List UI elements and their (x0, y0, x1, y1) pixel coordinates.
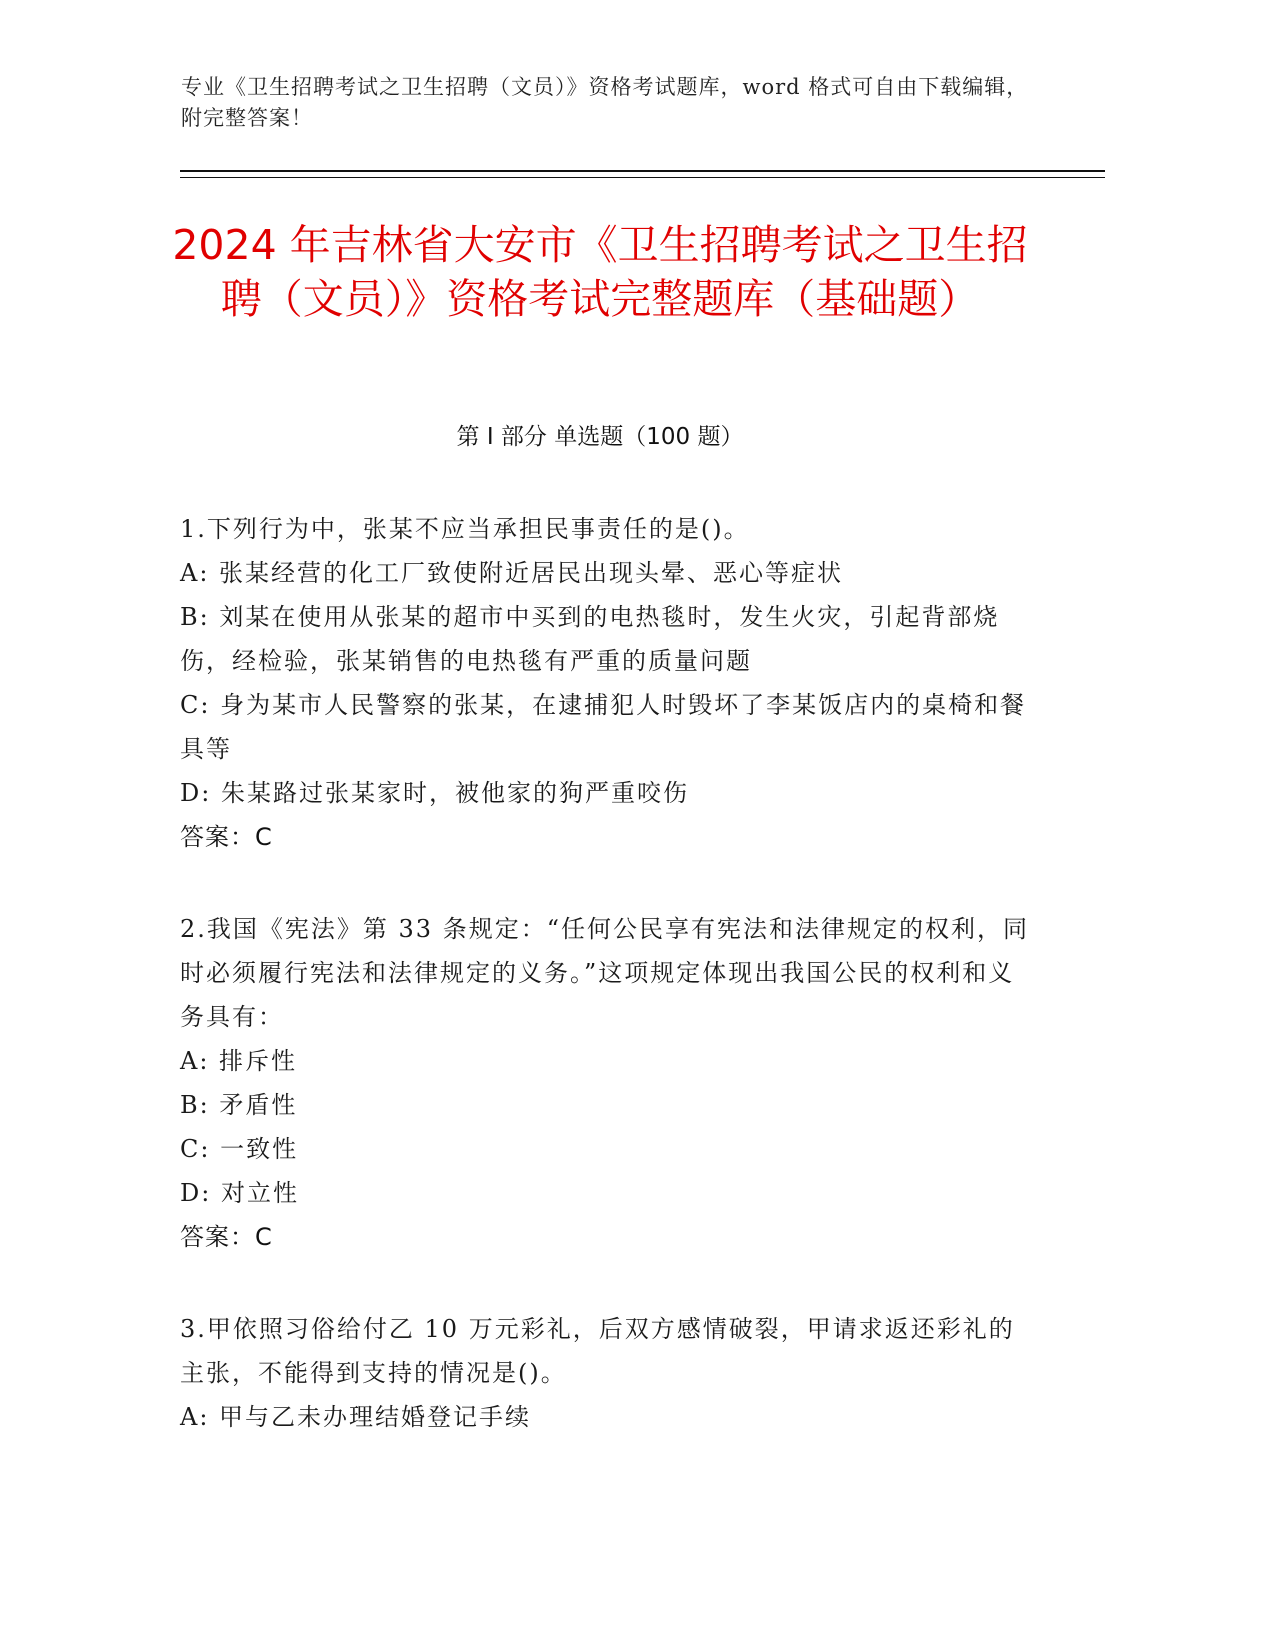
option-a: A: 甲与乙未办理结婚登记手续 (180, 1403, 532, 1431)
header-note: 专业《卫生招聘考试之卫生招聘（文员）》资格考试题库，word 格式可自由下载编辑，附完整答案！ (181, 75, 1029, 130)
answer: 答案：C (180, 823, 273, 851)
answer: 答案：C (180, 1223, 273, 1251)
question-list (180, 507, 1030, 1487)
header-rule-thin (180, 177, 1105, 178)
option-c: C: 一致性 (180, 1135, 299, 1163)
question-stem: 2.我国《宪法》第 33 条规定：“任何公民享有宪法和法律规定的权利，同时必须履行宪法和法律规定的义务。”这项规定体现出我国公民的权利和义务具有： (180, 915, 1029, 1031)
section-title: 第 I 部分 单选题（100 题） (456, 424, 744, 450)
question-stem: 3.甲依照习俗给付乙 10 万元彩礼，后双方感情破裂，甲请求返还彩礼的主张，不能得到支持的情况是()。 (180, 1315, 1015, 1387)
document-title: 2024 年吉林省大安市《卫生招聘考试之卫生招聘（文员）》资格考试完整题库（基础题） (172, 221, 1028, 323)
header-rule-thick (180, 170, 1105, 172)
option-a: A: 排斥性 (180, 1047, 298, 1075)
option-d: D: 对立性 (180, 1179, 299, 1207)
question-2 (180, 907, 1030, 1259)
option-b: B: 刘某在使用从张某的超市中买到的电热毯时，发生火灾，引起背部烧伤，经检验，张某销售的电热毯有严重的质量问题 (180, 603, 1000, 675)
question-3 (180, 1307, 1030, 1439)
option-a: A: 张某经营的化工厂致使附近居民出现头晕、恶心等症状 (180, 559, 844, 587)
option-c: C: 身为某市人民警察的张某，在逮捕犯人时毁坏了李某饭店内的桌椅和餐具等 (180, 691, 1027, 763)
option-d: D: 朱某路过张某家时，被他家的狗严重咬伤 (180, 779, 689, 807)
option-b: B: 矛盾性 (180, 1091, 298, 1119)
question-stem: 1.下列行为中，张某不应当承担民事责任的是()。 (180, 515, 750, 543)
question-1 (180, 507, 1030, 859)
